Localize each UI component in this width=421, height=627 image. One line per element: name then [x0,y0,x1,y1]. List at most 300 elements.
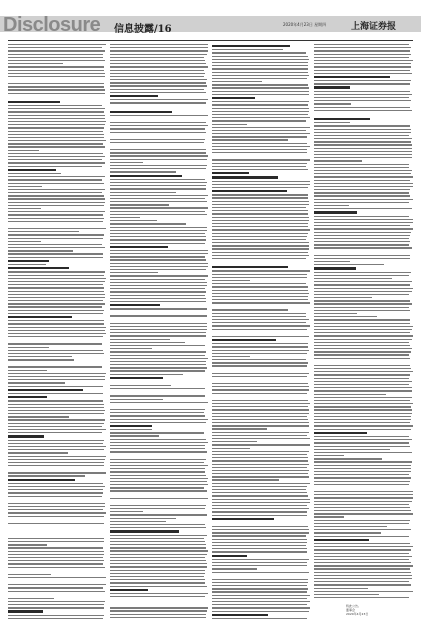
subheading-line [110,246,168,248]
text-line [314,543,410,544]
text-line [314,442,409,443]
text-line [110,165,207,166]
text-line [110,547,206,548]
text-line [8,379,105,380]
text-line [8,241,41,242]
text-line [314,374,410,375]
text-line [212,229,310,230]
text-line [212,236,307,237]
text-line [8,538,104,539]
text-line [314,222,413,223]
text-line [110,60,205,61]
subheading-line [314,432,367,434]
text-line [212,184,310,185]
text-line [212,467,307,468]
text-line [8,105,102,106]
text-line [314,354,409,355]
text-line [8,618,103,619]
subheading-line [212,339,276,341]
text-line [314,66,411,67]
text-line [212,400,308,401]
text-line [212,545,306,546]
text-line [212,59,309,60]
closing-date: 2020年4月23日 [346,612,369,616]
text-line [8,353,104,354]
text-line [110,544,206,545]
subheading-line [8,169,56,171]
text-line [8,183,104,184]
text-line [110,132,206,133]
text-line [110,263,208,264]
text-line [314,507,410,508]
text-line [8,407,104,408]
text-line [314,97,409,98]
text-line [314,510,411,511]
text-line [212,163,307,164]
text-line [8,124,105,125]
text-line [8,306,102,307]
text-line [314,400,410,401]
text-line [8,404,104,405]
text-line [212,111,309,112]
text-line [8,275,104,276]
text-line [8,208,41,209]
text-line [110,487,204,488]
text-line [8,509,103,510]
text-line [212,114,308,115]
text-line [8,271,105,272]
text-line [212,296,308,297]
text-line [212,336,309,337]
text-line [110,614,206,615]
text-line [212,290,308,291]
text-line [212,72,308,73]
text-line [8,452,68,453]
text-line [212,362,308,363]
text-line [110,185,206,186]
text-line [110,295,205,296]
text-line [314,148,412,149]
text-line [8,333,106,334]
text-line [8,257,103,258]
text-line [212,470,309,471]
text-line [8,446,106,447]
text-line [8,86,104,87]
text-line [212,87,309,88]
text-line [212,242,309,243]
text-line [212,210,308,211]
text-line [8,83,104,84]
text-line [212,409,309,410]
text-line [212,181,310,182]
text-line [110,155,208,156]
text-line [314,192,409,193]
text-line [314,255,410,256]
subheading-line [8,260,49,262]
text-line [314,529,411,530]
text-line [212,274,307,275]
text-line [110,57,204,58]
text-line [110,128,205,129]
text-line [8,607,104,608]
text-line [212,495,308,496]
text-line [110,44,208,45]
text-line [212,313,306,314]
text-line [212,579,308,580]
text-line [314,208,412,209]
text-line [110,76,204,77]
text-line [212,130,306,131]
text-line [314,581,409,582]
text-line [110,570,205,571]
text-line [8,179,102,180]
text-line [314,241,410,242]
text-line [110,364,206,365]
text-line [314,70,410,71]
text-line [110,125,208,126]
text-line [212,460,308,461]
text-line [8,166,102,167]
text-line [212,526,308,527]
text-line [212,139,288,140]
text-line [110,596,205,597]
text-line [212,438,310,439]
text-line [110,617,206,618]
text-line [8,587,103,588]
text-line [110,385,171,386]
text-line [212,548,307,549]
text-line [314,303,412,304]
text-line [212,223,308,224]
text-line [212,441,257,442]
text-line [212,376,307,377]
text-line [8,50,105,51]
text-line [110,361,206,362]
text-line [110,269,206,270]
closing-line: 特此公告。 [346,604,362,608]
text-line [8,143,103,144]
text-line [110,514,207,515]
text-line [8,472,106,473]
text-line [314,465,411,466]
text-line [314,381,412,382]
subheading-line [8,435,44,437]
text-line [8,281,105,282]
text-line [8,89,105,90]
text-line [212,104,308,105]
text-line [212,322,306,323]
text-line [110,527,206,528]
text-line [110,468,205,469]
text-line [8,159,102,160]
paragraph-gap [110,106,208,110]
text-line [314,144,412,145]
text-line [314,494,413,495]
subheading-line [314,267,356,269]
text-line [314,60,413,61]
text-line [314,319,410,320]
text-line [314,397,412,398]
text-line [314,176,413,177]
text-line [314,103,351,104]
text-line [314,272,411,273]
text-line [110,115,208,116]
text-line [314,91,410,92]
text-line [212,529,309,530]
text-line [8,297,105,298]
text-line [8,150,39,151]
text-line [212,239,306,240]
text-line [110,204,169,205]
text-line [8,244,102,245]
text-line [110,475,206,476]
paragraph-gap [212,261,310,265]
text-line [212,52,306,53]
text-column-3 [212,44,310,619]
text-line [212,511,307,512]
text-line [8,44,106,45]
text-line [110,285,207,286]
text-line [8,238,103,239]
text-line [212,309,288,310]
text-line [314,44,409,45]
text-line [8,557,103,558]
text-line [212,406,308,407]
text-line [212,258,306,259]
text-line [314,403,413,404]
text-line [212,277,307,278]
text-line [314,94,412,95]
subheading-line [110,530,179,532]
subheading-line [8,479,75,481]
text-line [212,343,308,344]
text-line [314,228,413,229]
text-line [110,498,208,499]
text-line [110,442,208,443]
text-line [110,192,176,193]
text-line [314,235,410,236]
header-rule [8,40,413,41]
text-line [110,239,206,240]
text-line [314,526,387,527]
subheading-line [110,304,160,306]
text-line [110,207,208,208]
text-line [8,198,105,199]
text-line [110,329,207,330]
disclosure-logo: Disclosure [3,14,101,36]
text-line [110,541,205,542]
text-line [8,475,85,476]
text-line [212,532,309,533]
text-line [314,54,411,55]
text-line [8,410,105,411]
text-line [110,560,206,561]
text-line [212,217,309,218]
text-line [8,429,106,430]
text-line [314,368,411,369]
text-line [110,66,208,67]
text-line [212,283,306,284]
text-line [212,68,308,69]
text-line [212,49,283,50]
text-line [212,149,307,150]
text-line [212,302,310,303]
text-line [212,252,308,253]
text-line [8,523,104,524]
text-line [314,202,409,203]
text-line [8,108,105,109]
text-line [8,221,103,222]
text-line [8,57,103,58]
text-line [314,378,409,379]
text-line [212,403,310,404]
text-line [8,449,104,450]
text-line [212,319,309,320]
text-line [8,567,105,568]
text-line [110,70,204,71]
text-line [110,89,204,90]
text-line [212,213,308,214]
text-line [212,444,310,445]
text-line [314,83,410,84]
subheading-line [314,76,390,78]
text-line [8,551,104,552]
text-line [110,195,208,196]
text-line [8,47,102,48]
text-line [212,383,308,384]
text-line [110,399,163,400]
text-line [110,308,207,309]
text-line [8,140,106,141]
text-line [314,122,350,123]
text-line [314,365,410,366]
text-line [212,204,309,205]
text-line [314,419,411,420]
text-line [314,559,409,560]
text-line [314,471,411,472]
text-line [212,316,306,317]
text-line [110,139,205,140]
text-line [110,291,206,292]
text-line [314,351,411,352]
text-line [110,272,158,273]
text-line [110,233,205,234]
text-line [212,169,308,170]
text-line [314,345,410,346]
text-line [110,227,207,228]
text-line [314,597,409,598]
text-line [8,443,103,444]
text-line [314,339,412,340]
subheading-line [110,95,158,97]
text-line [212,559,309,560]
text-line [110,332,206,333]
text-line [212,350,309,351]
text-line [212,604,307,605]
text-line [110,301,206,302]
text-line [314,588,368,589]
text-line [212,120,306,121]
text-line [314,316,377,317]
text-line [212,359,306,360]
text-line [110,557,205,558]
text-line [314,594,379,595]
text-line [212,226,308,227]
text-line [212,508,309,509]
text-line [314,477,411,478]
text-line [8,127,104,128]
text-line [110,445,205,446]
text-line [314,452,412,453]
text-line [314,275,409,276]
text-line [8,310,104,311]
text-line [110,339,170,340]
text-line [110,478,208,479]
text-line [314,110,412,111]
text-line [8,373,106,374]
text-line [314,151,412,152]
text-line [212,133,310,134]
text-line [314,553,409,554]
text-line [8,131,103,132]
text-line [8,60,105,61]
text-line [110,223,186,224]
text-line [314,491,413,492]
text-line [110,282,207,283]
text-line [110,481,207,482]
text-column-4 [314,44,413,600]
text-line [212,435,307,436]
text-line [212,502,310,503]
text-line [110,554,207,555]
text-line [8,63,63,64]
text-line [212,393,307,394]
text-line [8,563,103,564]
text-line [314,348,412,349]
text-line [314,160,362,161]
text-line [212,515,307,516]
text-line [212,159,310,160]
text-line [212,598,307,599]
text-line [8,93,105,94]
text-line [110,159,207,160]
subheading-line [8,101,60,103]
text-line [110,217,140,218]
text-line [212,618,307,619]
text-line [110,142,204,143]
text-line [314,458,382,459]
text-line [8,419,105,420]
text-line [314,154,412,155]
text-line [212,108,309,109]
text-line [8,320,104,321]
text-line [314,565,413,566]
text-line [8,294,105,295]
text-line [8,336,103,337]
text-line [110,484,208,485]
text-line [8,253,103,254]
text-line [314,129,411,130]
text-line [212,451,309,452]
text-line [110,462,204,463]
text-line [8,54,103,55]
text-line [110,82,206,83]
text-line [314,183,413,184]
text-line [8,604,104,605]
text-line [8,156,105,157]
text-line [212,166,306,167]
subheading-line [8,267,69,269]
